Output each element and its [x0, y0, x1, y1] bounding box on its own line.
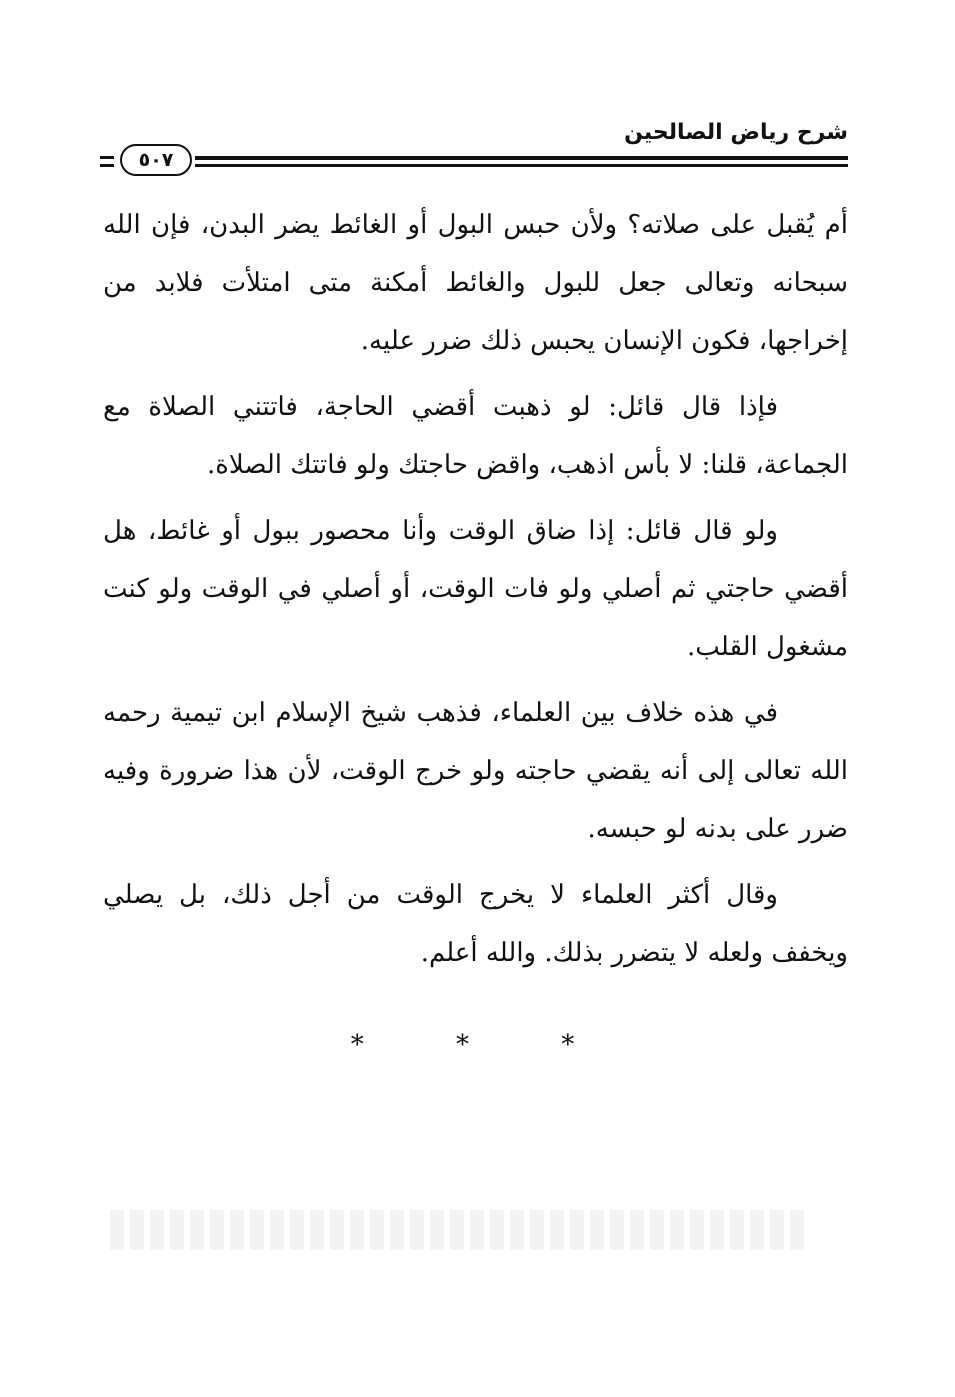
separator-asterisk: * [561, 1030, 605, 1060]
page-header [100, 118, 848, 180]
paragraph-4: في هذه خلاف بين العلماء، فذهب شيخ الإسلام ابن تيمية رحمه الله تعالى إلى أنه يقضي حاجته ولو خرج الوقت، لأن هذا ضرورة وفيه ضرر على بدنه لو حبسه. [103, 698, 848, 844]
book-title: شرح رياض الصالحين [624, 120, 848, 145]
separator-asterisk: * [456, 1030, 499, 1060]
header-rule-left-bottom [100, 164, 114, 167]
body-text [103, 196, 848, 990]
paragraph-1: أم يُقبل على صلاته؟ ولأن حبس البول أو الغائط يضر البدن، فإن الله سبحانه وتعالى جعل للبول والغائط أمكنة متى امتلأت فلابد من إخراجها، فكون الإنسان يحبس ذلك ضرر عليه. [103, 210, 848, 356]
paragraph-3: ولو قال قائل: إذا ضاق الوقت وأنا محصور ببول أو غائط، هل أقضي حاجتي ثم أصلي ولو فات الوقت، أو أصلي في الوقت ولو كنت مشغول القلب. [103, 516, 848, 662]
paragraph-5: وقال أكثر العلماء لا يخرج الوقت من أجل ذلك، بل يصلي ويخفف ولعله لا يتضرر بذلك. والله أعلم. [103, 880, 848, 968]
header-rule-left-top [100, 156, 114, 159]
header-rule-thick [195, 156, 848, 160]
paragraph-2: فإذا قال قائل: لو ذهبت أقضي الحاجة، فاتتني الصلاة مع الجماعة، قلنا: لا بأس اذهب، واقض حاجتك ولو فاتتك الصلاة. [103, 392, 848, 480]
page-number: ٥٠٧ [120, 144, 192, 176]
separator-asterisk: * [350, 1030, 394, 1060]
bleed-through-texture [110, 1210, 810, 1250]
section-separator [0, 1030, 955, 1060]
header-rule-thin [195, 164, 848, 167]
